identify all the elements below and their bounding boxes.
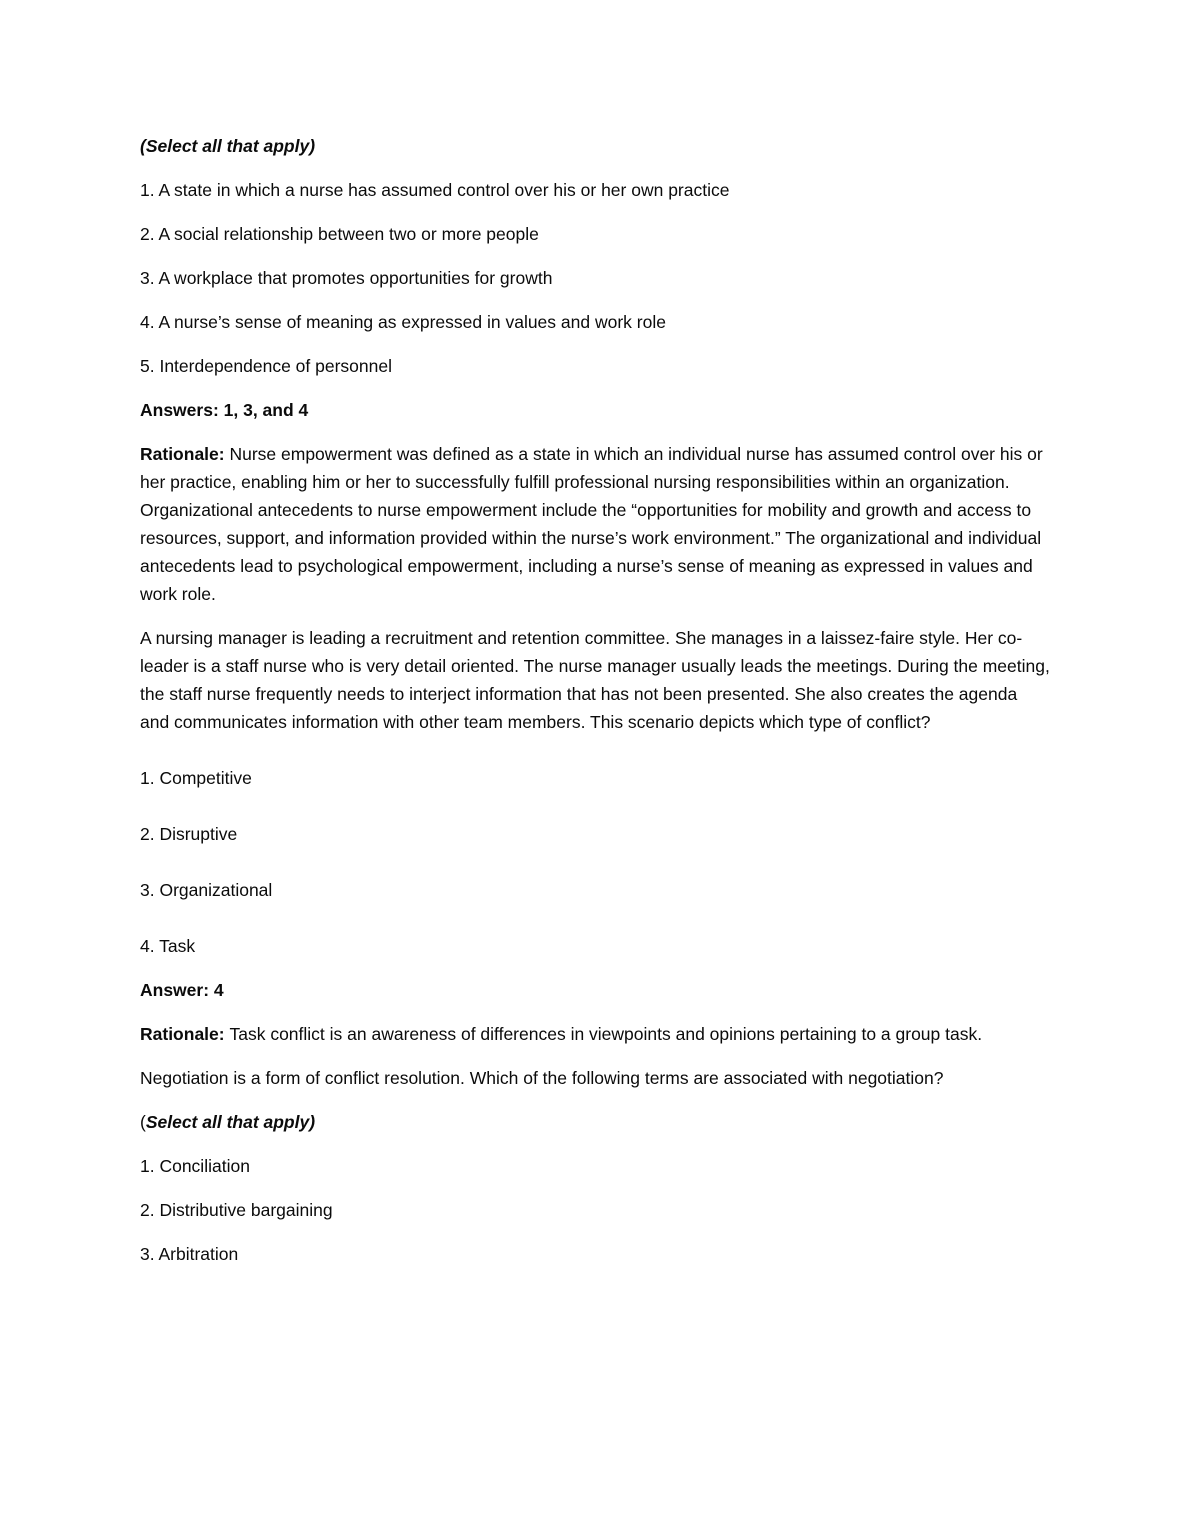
text-run: 4. Task — [140, 936, 196, 956]
text-run: 4. A nurse’s sense of meaning as expressed in values and work role — [140, 312, 666, 332]
paragraph — [140, 1152, 1050, 1180]
paragraph — [140, 440, 1050, 608]
text-run: 3. Arbitration — [140, 1244, 239, 1264]
text-run: Rationale: — [140, 444, 230, 464]
paragraph — [140, 176, 1050, 204]
text-run: Answer: 4 — [140, 980, 224, 1000]
text-run: A nursing manager is leading a recruitment and retention committee. She manages in a laissez-faire style. Her co-leader is a staff nurse who is very detail oriented. The nurse manager usually leads the meetings. During the meeting, the staff nurse frequently needs to interject information that has not been presented. She also creates the agenda and communicates information with other team members. This scenario depicts which type of conflict? — [140, 628, 1050, 732]
text-run: 1. A state in which a nurse has assumed control over his or her own practice — [140, 180, 730, 200]
text-run: Select all that apply) — [145, 1112, 316, 1132]
text-run: 2. Disruptive — [140, 824, 238, 844]
paragraph — [140, 396, 1050, 424]
paragraph — [140, 932, 1050, 960]
text-run: Nurse empowerment was defined as a state in which an individual nurse has assumed control over his or her practice, enabling him or her to successfully fulfill professional nursing responsibilities within an organization. Organizational antecedents to nurse empowerment include the “opportunities for mobility and growth and access to resources, support, and information provided within the nurse’s work environment.” The organizational and individual antecedents lead to psychological empowerment, including a nurse’s sense of meaning as expressed in values and work role. — [140, 444, 1043, 604]
paragraph — [140, 264, 1050, 292]
text-run: 3. Organizational — [140, 880, 273, 900]
paragraph — [140, 1108, 1050, 1136]
paragraph — [140, 764, 1050, 792]
paragraph — [140, 1196, 1050, 1224]
text-run: Negotiation is a form of conflict resolution. Which of the following terms are associated with negotiation? — [140, 1068, 944, 1088]
text-run: (Select all that apply) — [140, 136, 316, 156]
paragraph — [140, 624, 1050, 736]
text-run: ( — [140, 1112, 146, 1132]
text-run: Answers: 1, 3, and 4 — [140, 400, 309, 420]
paragraph — [140, 1240, 1050, 1268]
text-run: 1. Competitive — [140, 768, 252, 788]
paragraph — [140, 1020, 1050, 1048]
text-run: 5. Interdependence of personnel — [140, 356, 392, 376]
paragraph — [140, 1064, 1050, 1092]
paragraph — [140, 220, 1050, 248]
text-run: 1. Conciliation — [140, 1156, 250, 1176]
text-run: Task conflict is an awareness of differences in viewpoints and opinions pertaining to a group task. — [229, 1024, 983, 1044]
paragraph — [140, 308, 1050, 336]
paragraph — [140, 976, 1050, 1004]
paragraph — [140, 132, 1050, 160]
paragraph — [140, 876, 1050, 904]
text-run: 2. A social relationship between two or more people — [140, 224, 539, 244]
paragraph — [140, 820, 1050, 848]
text-run: 3. A workplace that promotes opportunities for growth — [140, 268, 553, 288]
paragraph — [140, 352, 1050, 380]
text-run: Rationale: — [140, 1024, 230, 1044]
text-run: 2. Distributive bargaining — [140, 1200, 333, 1220]
